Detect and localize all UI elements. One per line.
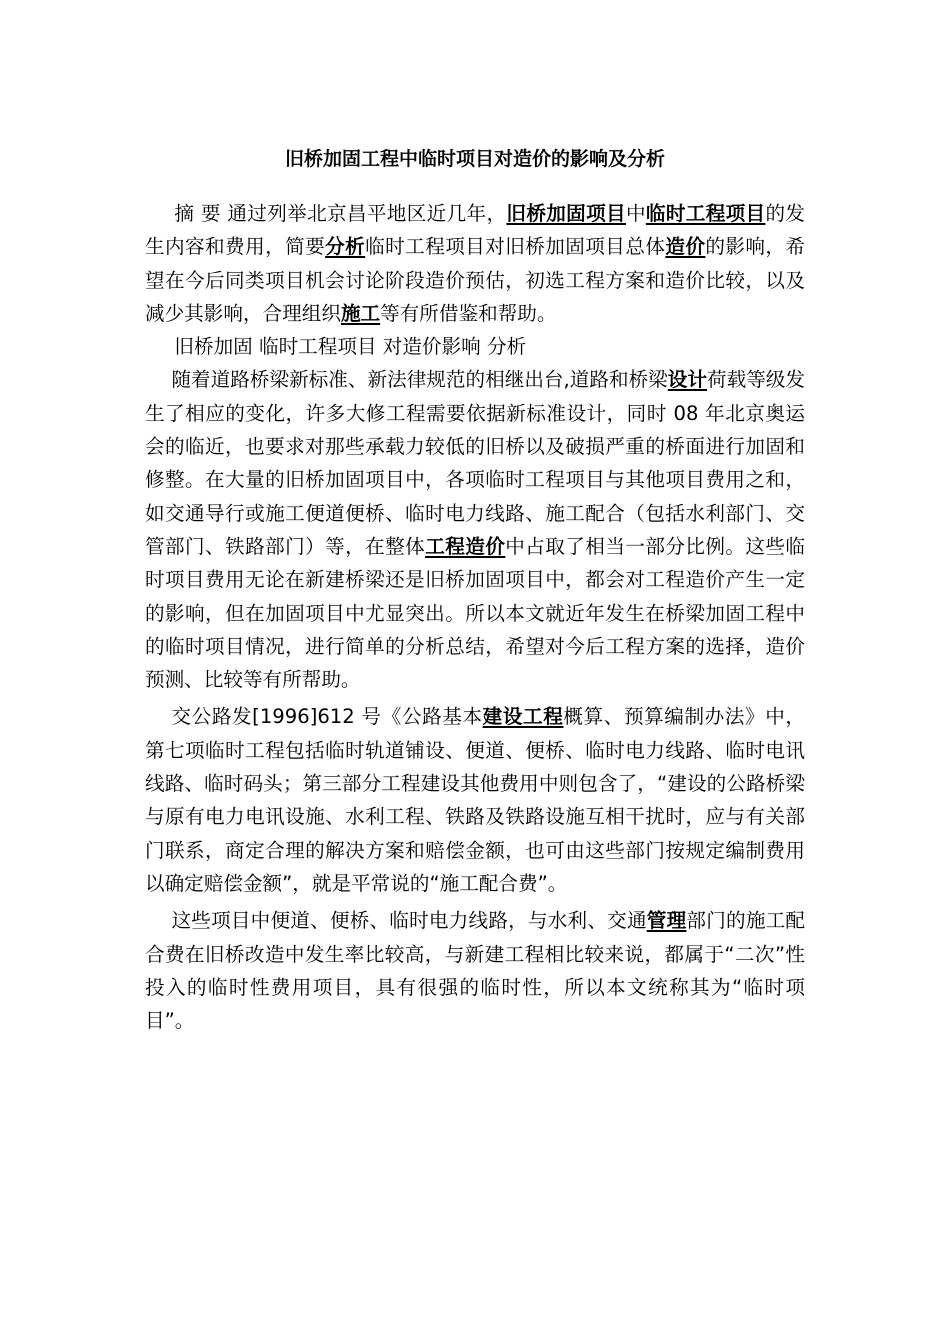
link-analysis[interactable]: 分析 [325,235,366,259]
abstract-text: 的发生内容和费用，简要 [145,202,806,259]
abstract-paragraph [145,197,805,330]
link-temporary-works-project[interactable]: 临时工程项目 [645,202,766,225]
body-paragraph-2 [145,700,805,900]
keywords-line: 旧桥加固 临时工程项目 对造价影响 分析 [174,335,527,359]
link-old-bridge-reinforcement-project[interactable]: 旧桥加固项目 [506,202,626,225]
paragraph-text: 中占取了相当一部分比例。这些临时项目费用无论在新建桥梁还是旧桥加固项目中，都会对工程造价产生一定的影响，但在加固项目中尤显突出。所以本文就近年发生在桥梁加固工程中的临时项目情况，进行简单的分析总结，希望对今后工程方案的选择，造价预测、比较等有所帮助。 [145,534,806,692]
abstract-text: 的影响，希望在今后同类项目机会讨论阶段造价预估，初选工程方案和造价比较，以及减少其影响，合理组织 [145,235,806,325]
link-construction-engineering[interactable]: 建设工程 [482,705,564,729]
link-cost[interactable]: 造价 [665,235,706,259]
paragraph-text: 交公路发[1996]612 号《公路基本 [171,705,483,729]
abstract-text: 中 [625,202,646,225]
abstract-text: 摘 要 通过列举北京昌平地区近几年， [174,202,507,225]
document-title: 旧桥加固工程中临时项目对造价的影响及分析 [284,148,665,170]
body-paragraph-1 [145,363,805,696]
document-body [145,197,805,1037]
link-management[interactable]: 管理 [646,909,687,933]
abstract-text: 等有所借鉴和帮助。 [380,301,557,325]
body-paragraph-3 [145,904,805,1037]
paragraph-text: 概算、预算编制办法》中，第七项临时工程包括临时轨道铺设、便道、便桥、临时电力线路、临时电讯线路、临时码头；第三部分工程建设其他费用中则包含了，“建设的公路桥梁与原有电力电讯设施、水利工程、铁路及铁路设施互相干扰时，应与有关部门联系，商定合理的解决方案和赔偿金额，也可由这些部门按规定编制费用以确定赔偿金额”，就是平常说的“施工配合费”。 [145,705,806,895]
link-construction[interactable]: 施工 [340,301,381,325]
link-engineering-cost[interactable]: 工程造价 [425,534,506,558]
paragraph-text: 荷载等级发生了相应的变化，许多大修工程需要依据新标准设计，同时 08 年北京奥运会的临近，也要求对那些承载力较低的旧桥以及破损严重的桥面进行加固和修整。在大量的旧桥加固项目中，各项临时工程项目与其他项目费用之和，如交通导行或施工便道便桥、临时电力线路、施工配合（包括水利部门、交管部门、铁路部门）等，在整体 [145,368,806,558]
paragraph-text: 部门的施工配合费在旧桥改造中发生率比较高，与新建工程相比较来说，都属于“二次”性投入的临时性费用项目，具有很强的临时性，所以本文统称其为“临时项目”。 [145,909,806,1033]
paragraph-text: 这些项目中便道、便桥、临时电力线路，与水利、交通 [171,909,647,933]
link-design[interactable]: 设计 [667,368,707,392]
abstract-text: 临时工程项目对旧桥加固项目总体 [365,235,666,259]
paragraph-text: 随着道路桥梁新标准、新法律规范的相继出台,道路和桥梁 [171,368,668,392]
